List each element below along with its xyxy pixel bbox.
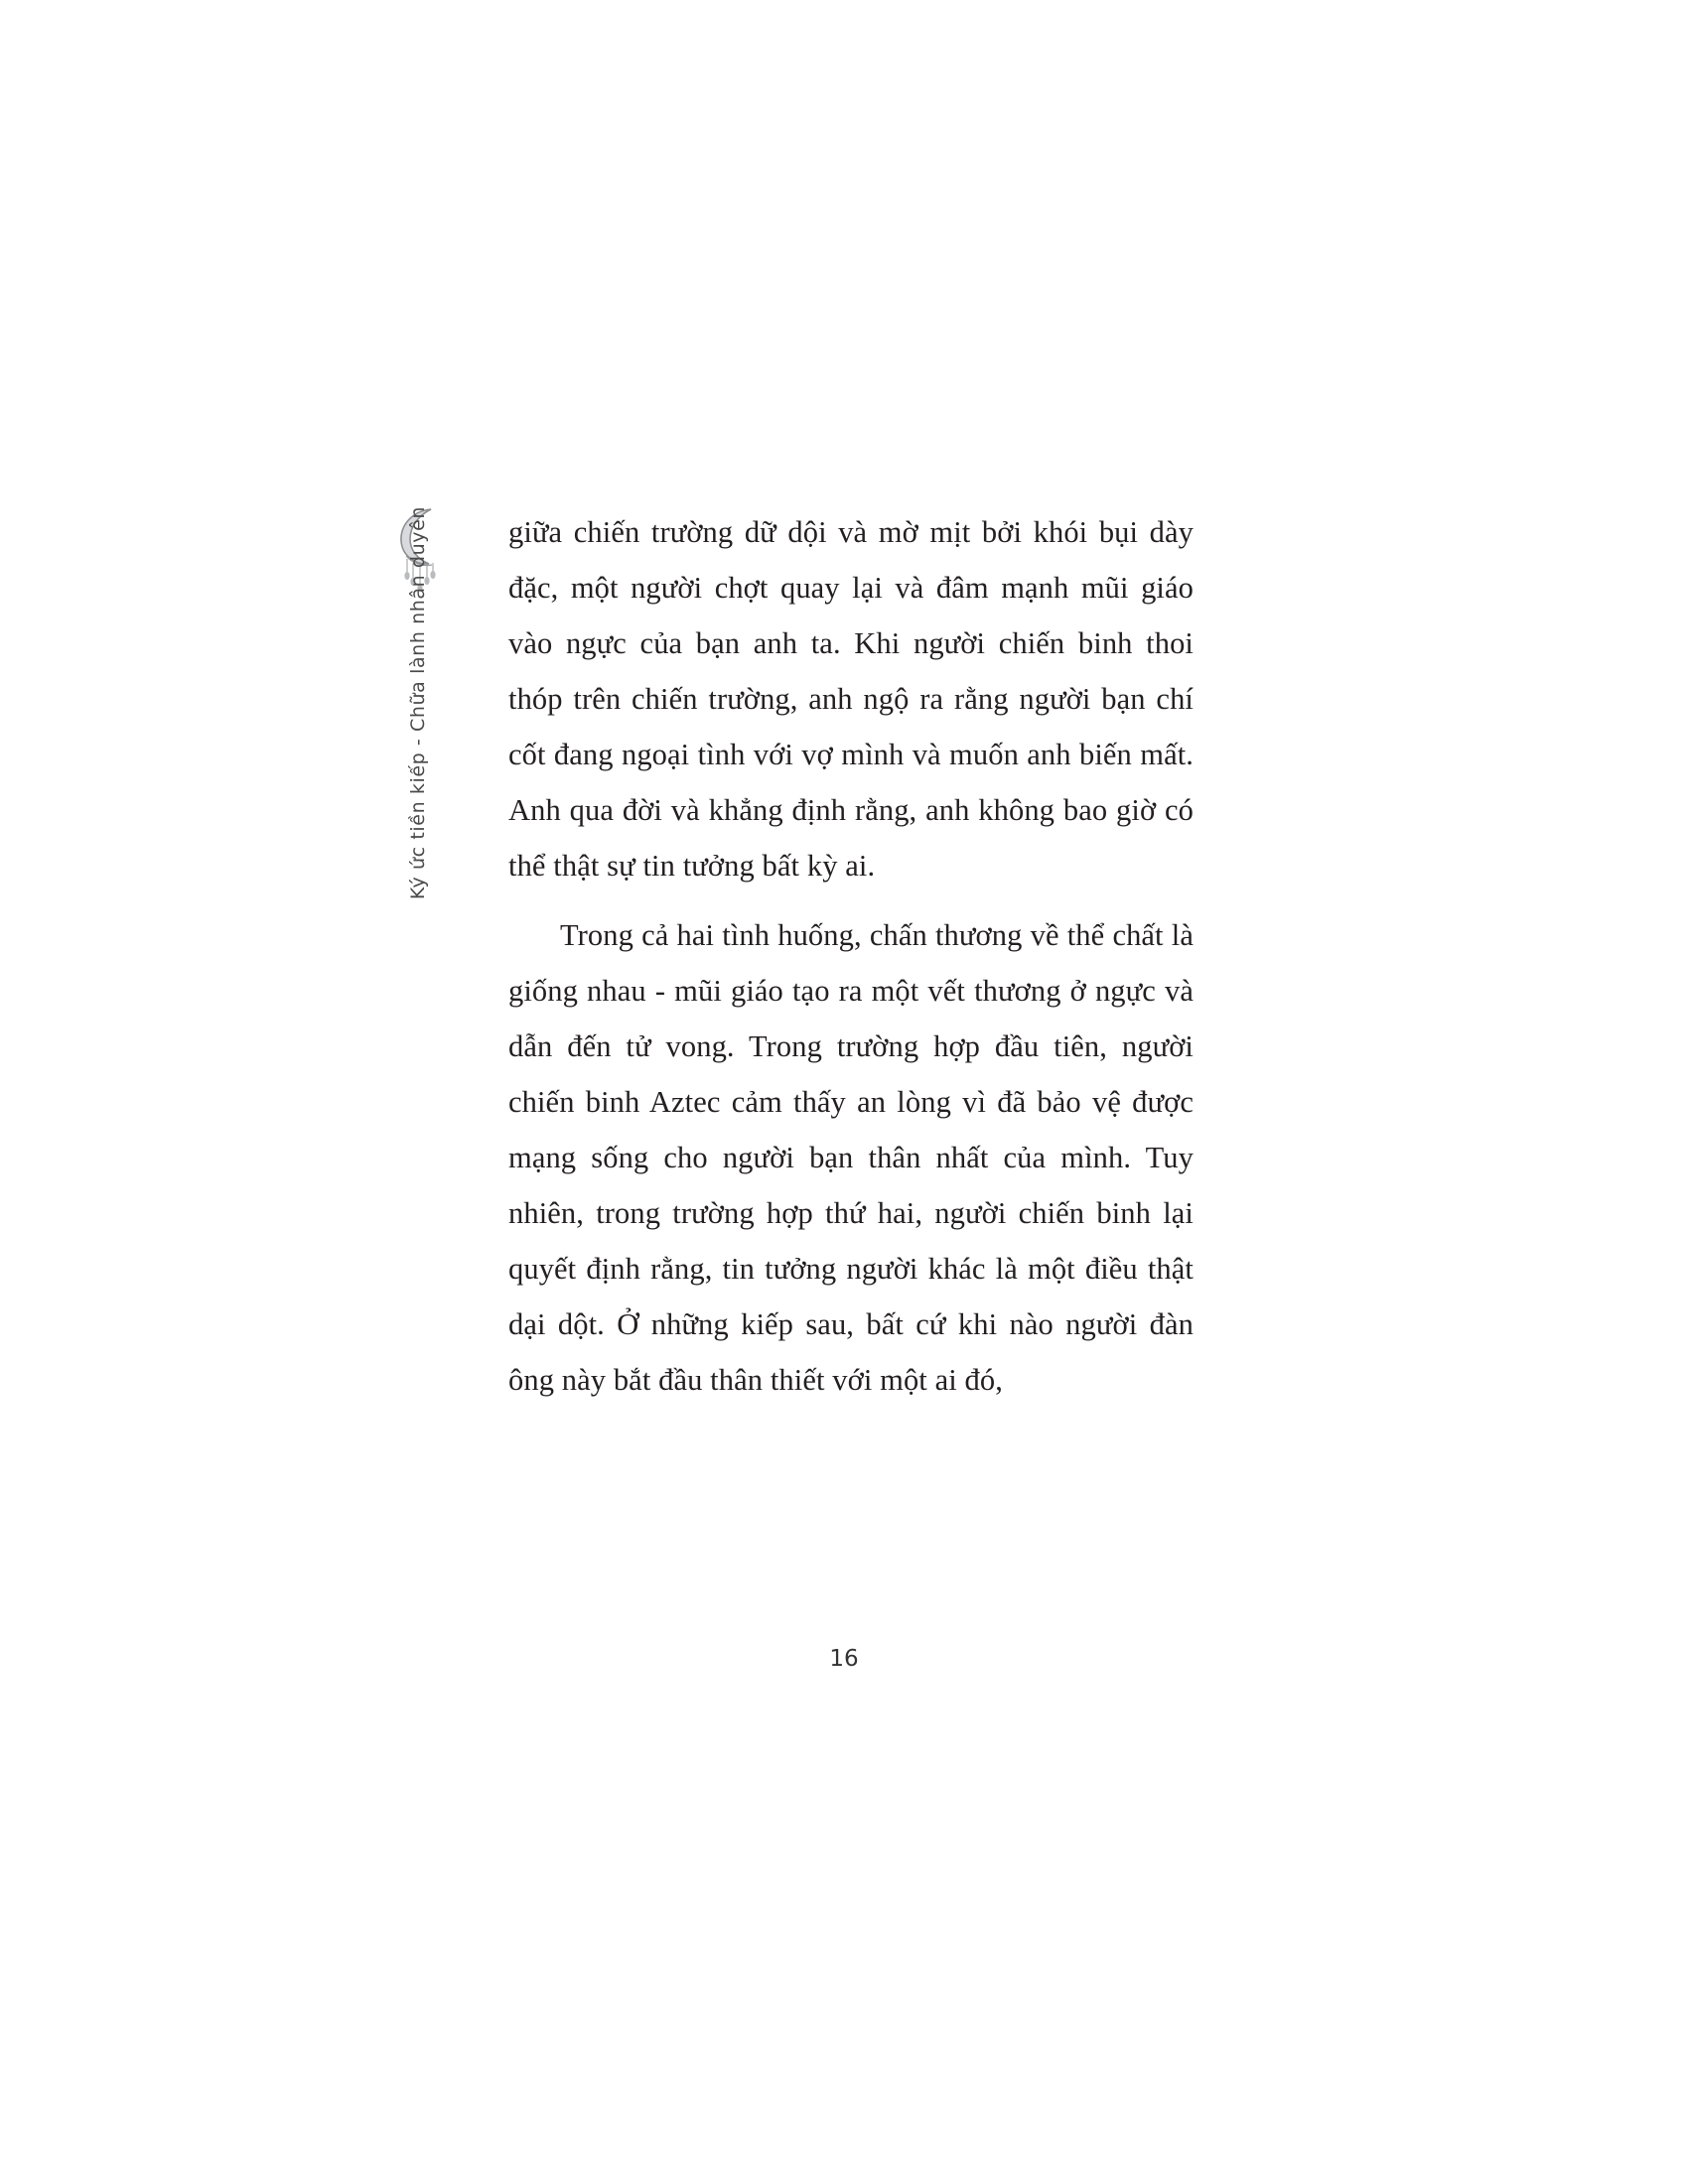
page-number: 16 [829,1646,859,1672]
paragraph: giữa chiến trường dữ dội và mờ mịt bởi khói bụi dày đặc, một người chợt quay lại và đâm mạnh mũi giáo vào ngực của bạn anh ta. Khi người chiến binh thoi thóp trên chiến trường, anh ngộ ra rằng người bạn chí cốt đang ngoại tình với vợ mình và muốn anh biến mất. Anh qua đời và khẳng định rằng, anh không bao giờ có thể thật sự tin tưởng bất kỳ ai. [508,515,1194,883]
running-head-rail [395,506,441,1122]
body-text-column [508,504,1194,1408]
running-head: Ký ức tiền kiếp - Chữa lành nhân duyên [406,506,429,900]
paragraph: Trong cả hai tình huống, chấn thương về thể chất là giống nhau - mũi giáo tạo ra một vết thương ở ngực và dẫn đến tử vong. Trong trường hợp đầu tiên, người chiến binh Aztec cảm thấy an lòng vì đã bảo vệ được mạng sống cho người bạn thân nhất của mình. Tuy nhiên, trong trường hợp thứ hai, người chiến binh lại quyết định rằng, tin tưởng người khác là một điều thật dại dột. Ở những kiếp sau, bất cứ khi nào người đàn ông này bắt đầu thân thiết với một ai đó, [508,918,1194,1397]
